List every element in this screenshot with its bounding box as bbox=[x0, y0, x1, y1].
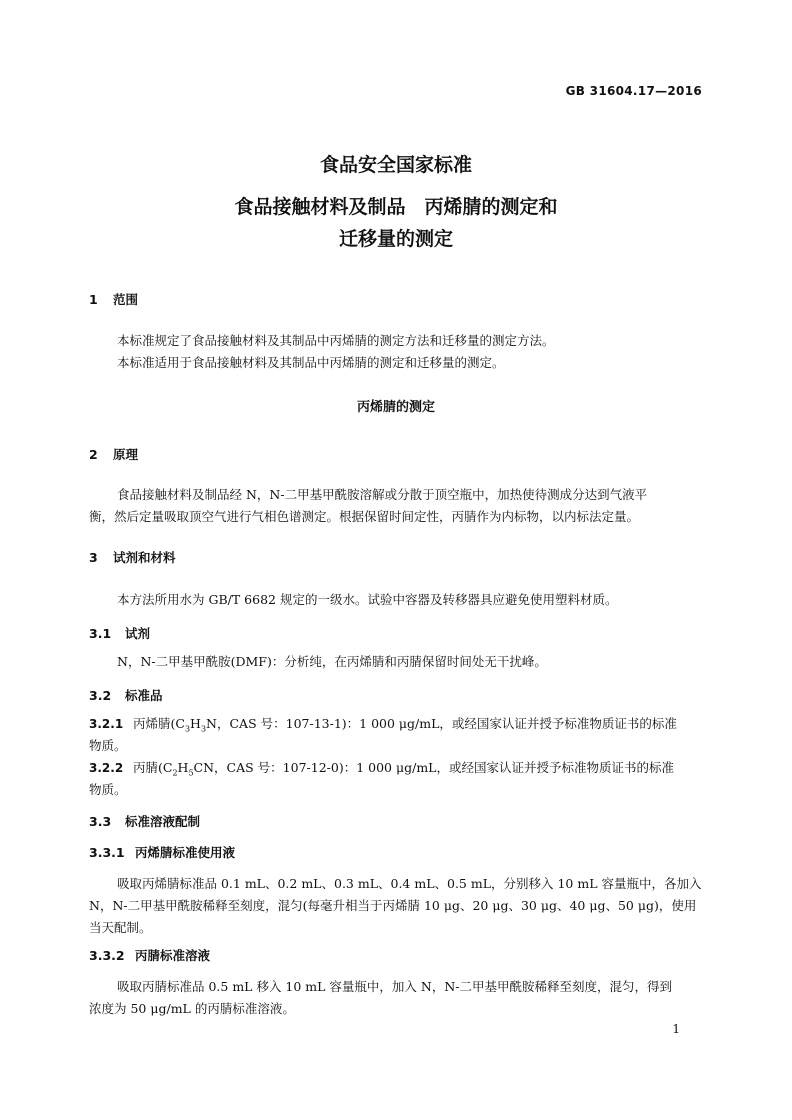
section-3-paragraph: 本方法所用水为 GB/T 6682 规定的一级水。试验中容器及转移器具应避免使用塑料材质。 bbox=[117, 592, 618, 607]
item-number: 3.2.2 bbox=[89, 761, 124, 775]
item-3-2-1-line2: 物质。 bbox=[89, 738, 127, 753]
section-title: 试剂 bbox=[125, 626, 151, 641]
section-number: 3.3 bbox=[89, 814, 112, 829]
section-number: 2 bbox=[89, 447, 98, 462]
section-number: 3.2 bbox=[89, 688, 112, 703]
section-1-heading bbox=[89, 290, 138, 308]
item-text: H bbox=[190, 716, 201, 731]
section-3-3-1-heading bbox=[89, 843, 235, 861]
section-number: 3.3.2 bbox=[89, 948, 125, 963]
section-3-3-2-line2: 浓度为 50 μg/mL 的丙腈标准溶液。 bbox=[89, 1001, 295, 1016]
document-title-line3: 迁移量的测定 bbox=[338, 228, 453, 250]
section-number: 1 bbox=[89, 292, 98, 307]
section-number: 3.3.1 bbox=[89, 845, 125, 860]
document-title-line2: 食品接触材料及制品 丙烯腈的测定和 bbox=[234, 196, 558, 218]
section-3-1-heading bbox=[89, 624, 150, 642]
subscript: 5 bbox=[188, 768, 194, 778]
item-text: 丙烯腈(C bbox=[133, 716, 185, 731]
section-3-3-2-line1: 吸取丙腈标准品 0.5 mL 移入 10 mL 容量瓶中，加入 N，N-二甲基甲酰胺稀释至刻度，混匀，得到 bbox=[117, 979, 673, 994]
item-3-2-2-line1 bbox=[89, 758, 674, 778]
section-3-3-1-line1: 吸取丙烯腈标准品 0.1 mL、0.2 mL、0.3 mL、0.4 mL、0.5 mL，分别移入 10 mL 容量瓶中，各加入 bbox=[117, 876, 702, 891]
page-number: 1 bbox=[672, 1022, 680, 1036]
subscript: 2 bbox=[172, 768, 178, 778]
section-3-3-1-line2: N，N-二甲基甲酰胺稀释至刻度，混匀(每毫升相当于丙烯腈 10 μg、20 μg、30 μg、40 μg、50 μg)，使用 bbox=[89, 898, 697, 913]
section-title: 原理 bbox=[113, 447, 139, 462]
item-text: 丙腈(C bbox=[133, 760, 173, 775]
item-text: N，CAS 号：107-13-1)：1 000 μg/mL，或经国家认证并授予标准物质证书的标准 bbox=[206, 716, 677, 731]
section-number: 3 bbox=[89, 550, 98, 565]
section-2-paragraph-line2: 衡，然后定量吸取顶空气进行气相色谱测定。根据保留时间定性，丙腈作为内标物，以内标法定量。 bbox=[89, 509, 640, 524]
section-title: 标准品 bbox=[125, 688, 163, 703]
section-title: 标准溶液配制 bbox=[125, 814, 201, 829]
section-3-1-paragraph: N，N-二甲基甲酰胺(DMF)：分析纯，在丙烯腈和丙腈保留时间处无干扰峰。 bbox=[117, 654, 547, 669]
section-2-heading bbox=[89, 445, 138, 463]
section-1-paragraph-1: 本标准规定了食品接触材料及其制品中丙烯腈的测定方法和迁移量的测定方法。 bbox=[117, 333, 555, 348]
section-3-heading bbox=[89, 548, 176, 566]
section-title: 丙腈标准溶液 bbox=[135, 948, 211, 963]
item-3-2-1-line1 bbox=[89, 714, 677, 734]
section-3-3-2-heading bbox=[89, 946, 210, 964]
part-heading: 丙烯腈的测定 bbox=[356, 400, 435, 415]
subscript: 3 bbox=[184, 724, 191, 734]
item-text: H bbox=[177, 760, 189, 775]
item-3-2-2-line2: 物质。 bbox=[89, 782, 127, 797]
item-number: 3.2.1 bbox=[89, 717, 124, 731]
item-text: CN，CAS 号：107-12-0)：1 000 μg/mL，或经国家认证并授予标准物质证书的标准 bbox=[193, 760, 674, 775]
standard-code: GB 31604.17—2016 bbox=[565, 84, 702, 98]
subscript: 3 bbox=[200, 724, 207, 734]
section-title: 试剂和材料 bbox=[113, 550, 176, 565]
section-title: 范围 bbox=[113, 292, 139, 307]
section-3-3-1-line3: 当天配制。 bbox=[89, 920, 152, 935]
section-1-paragraph-2: 本标准适用于食品接触材料及其制品中丙烯腈的测定和迁移量的测定。 bbox=[117, 355, 505, 370]
section-title: 丙烯腈标准使用液 bbox=[135, 845, 236, 860]
document-title-line1: 食品安全国家标准 bbox=[319, 154, 472, 176]
section-2-paragraph-line1: 食品接触材料及制品经 N，N-二甲基甲酰胺溶解或分散于顶空瓶中，加热使待测成分达到气液平 bbox=[117, 487, 648, 502]
section-number: 3.1 bbox=[89, 626, 112, 641]
section-3-3-heading bbox=[89, 812, 200, 830]
section-3-2-heading bbox=[89, 686, 163, 704]
